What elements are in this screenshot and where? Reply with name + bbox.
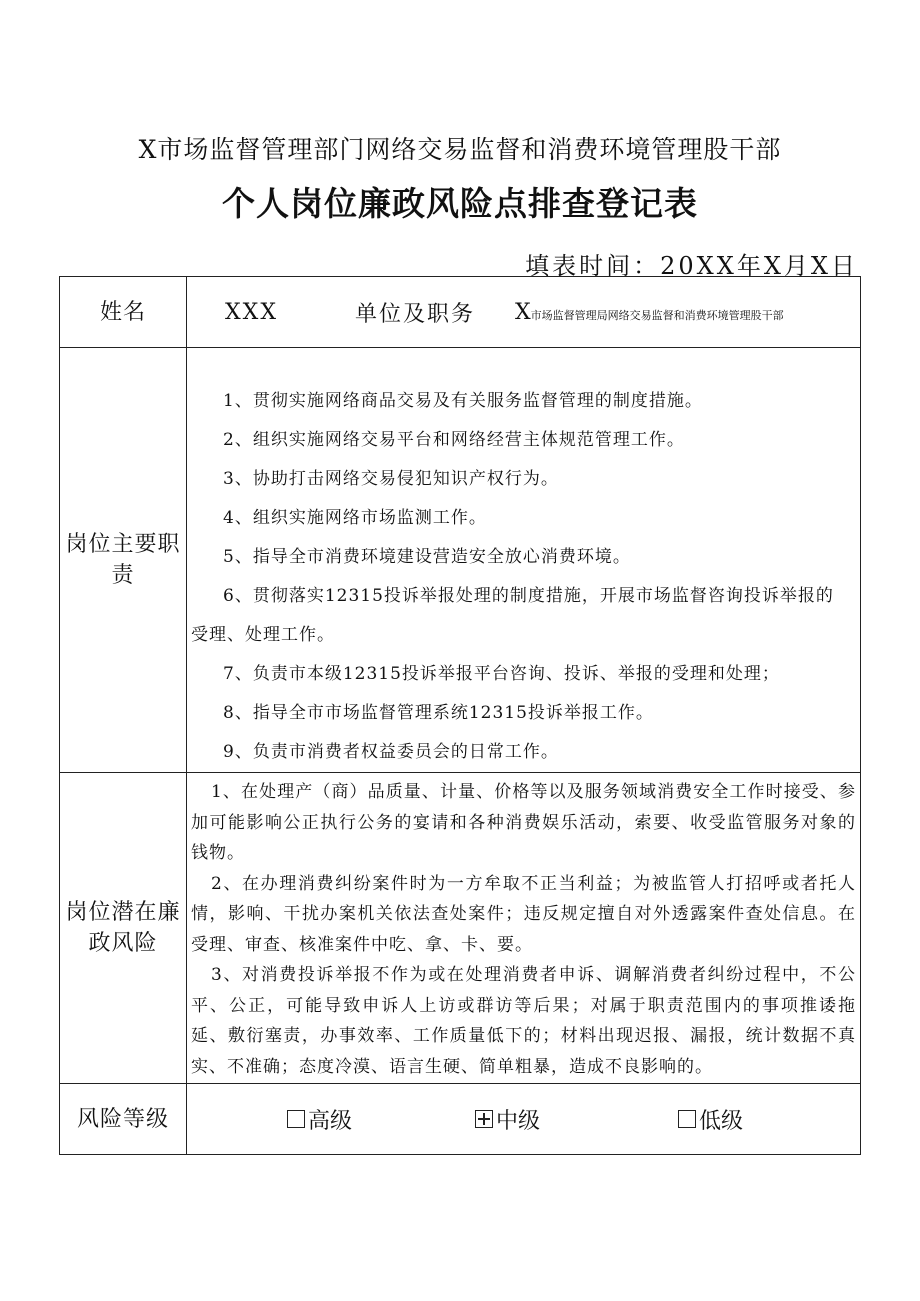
unit-value (515, 300, 784, 325)
name-unit-cell (187, 277, 861, 348)
risk-level-medium-label: 中级 (496, 1108, 541, 1134)
risk-item: 2、在办理消费纠纷案件时为一方牟取不正当利益；为被监管人打招呼或者托人情，影响、干扰办案机关依法查处案件；违反规定擅自对外透露案件查处信息。在受理、审查、核准案件中吃、拿、卡、要。 (191, 873, 856, 955)
table-row-risk (60, 773, 861, 1084)
duty-item: 7、负责市本级12315投诉举报平台咨询、投诉、举报的受理和处理； (223, 664, 780, 684)
risk-label: 岗位潜在廉政风险 (60, 773, 187, 1084)
checkbox-high[interactable] (287, 1110, 305, 1128)
name-label: 姓名 (60, 277, 187, 348)
duty-item: 5、指导全市消费环境建设营造安全放心消费环境。 (223, 547, 631, 567)
duty-item: 3、协助打击网络交易侵犯知识产权行为。 (223, 469, 559, 489)
duty-item: 9、负责市消费者权益委员会的日常工作。 (223, 742, 559, 762)
unit-value-prefix: X (515, 299, 531, 325)
duty-item: 1、贯彻实施网络商品交易及有关服务监督管理的制度措施。 (223, 391, 703, 411)
risk-item: 3、对消费投诉举报不作为或在处理消费者申诉、调解消费者纠纷过程中，不公平、公正，可能导致申诉人上访或群访等后果；对属于职责范围内的事项推诿拖延、敷衍塞责，办事效率、工作质量低下的；材料出现迟报、漏报，统计数据不真实、不准确；态度冷漠、语言生硬、简单粗暴，造成不良影响的。 (191, 965, 856, 1077)
risk-level-low-label: 低级 (699, 1108, 744, 1134)
duty-item: 6、贯彻落实12315投诉举报处理的制度措施，开展市场监督咨询投诉举报的受理、处理工作。 (191, 586, 834, 645)
duty-item: 4、组织实施网络市场监测工作。 (223, 508, 487, 528)
risk-registration-table (59, 276, 861, 1155)
risk-level-cell (187, 1084, 861, 1155)
table-row-risk-level (60, 1084, 861, 1155)
duty-item: 2、组织实施网络交易平台和网络经营主体规范管理工作。 (223, 430, 685, 450)
risk-level-high-label: 高级 (308, 1108, 353, 1134)
risk-item: 1、在处理产（商）品质量、计量、价格等以及服务领域消费安全工作时接受、参加可能影响公正执行公务的宴请和各种消费娱乐活动，索要、收受监管服务对象的钱物。 (191, 782, 856, 863)
unit-label: 单位及职务 (355, 301, 476, 327)
risk-cell (187, 773, 861, 1084)
form-title-line2: 个人岗位廉政风险点排查登记表 (222, 184, 698, 223)
duties-list (187, 348, 860, 772)
name-value: XXX (225, 299, 278, 325)
duty-item: 8、指导全市市场监督管理系统12315投诉举报工作。 (223, 703, 654, 723)
risk-level-option-medium[interactable] (475, 1104, 540, 1135)
form-title-line1: X市场监督管理部门网络交易监督和消费环境管理股干部 (138, 135, 782, 164)
risk-level-option-low[interactable] (678, 1104, 743, 1135)
unit-value-rest: 市场监督管理局网络交易监督和消费环境管理股干部 (530, 308, 784, 322)
duties-label: 岗位主要职责 (60, 348, 187, 773)
risk-list (187, 774, 860, 1082)
duties-cell (187, 348, 861, 773)
checkbox-low[interactable] (678, 1110, 696, 1128)
risk-level-option-high[interactable] (287, 1104, 352, 1135)
risk-level-label: 风险等级 (60, 1084, 187, 1155)
fill-date: 填表时间：20XX年X月X日 (525, 252, 858, 280)
table-row-name (60, 277, 861, 348)
table-row-duties (60, 348, 861, 773)
checkbox-medium[interactable] (475, 1110, 493, 1128)
